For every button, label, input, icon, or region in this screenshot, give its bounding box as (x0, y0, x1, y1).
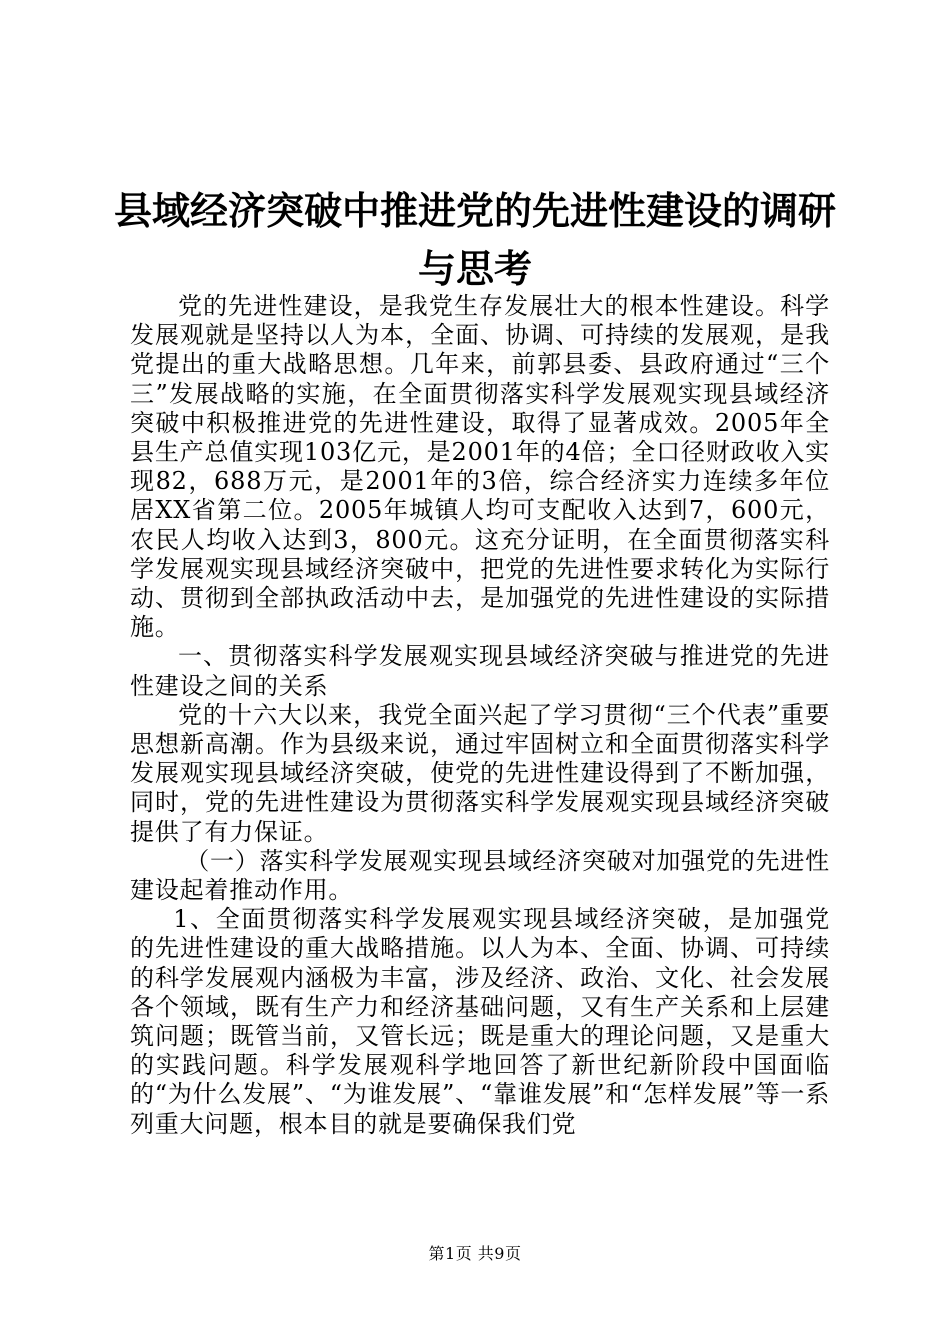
intro-paragraph: 党的先进性建设，是我党生存发展壮大的根本性建设。科学发展观就是坚持以人为本，全面、协调、可持续的发展观，是我党提出的重大战略思想。几年来，前郭县委、县政府通过“三个三”发展战略的实施，在全面贯彻落实科学发展观实现县域经济突破中积极推进党的先进性建设，取得了显著成效。2005年全县生产总值实现103亿元，是2001年的4倍；全口径财政收入实现82，688万元，是2001年的3倍，综合经济实力连续多年位居XX省第二位。2005年城镇人均可支配收入达到7，600元，农民人均收入达到3，800元。这充分证明，在全面贯彻落实科学发展观实现县域经济突破中，把党的先进性要求转化为实际行动、贯彻到全部执政活动中去，是加强党的先进性建设的实际措施。 (130, 292, 830, 642)
document-title: 县域经济突破中推进党的先进性建设的调研与思考 (113, 189, 836, 291)
page-footer: 第1页 共9页 (428, 1244, 522, 1263)
subsection-heading: （一）落实科学发展观实现县域经济突破对加强党的先进性建设起着推动作用。 (130, 846, 830, 905)
section-heading: 一、贯彻落实科学发展观实现县域经济突破与推进党的先进性建设之间的关系 (130, 642, 830, 700)
document-body (130, 292, 830, 1139)
numbered-paragraph: 1、全面贯彻落实科学发展观实现县域经济突破，是加强党的先进性建设的重大战略措施。以人为本、全面、协调、可持续的科学发展观内涵极为丰富，涉及经济、政治、文化、社会发展各个领域，既有生产力和经济基础问题，又有生产关系和上层建筑问题；既管当前，又管长远；既是重大的理论问题，又是重大的实践问题。科学发展观科学地回答了新世纪新阶段中国面临的“为什么发展”、“为谁发展”、“靠谁发展”和“怎样发展”等一系列重大问题，根本目的就是要确保我们党 (130, 905, 830, 1138)
section-paragraph: 党的十六大以来，我党全面兴起了学习贯彻“三个代表”重要思想新高潮。作为县级来说，通过牢固树立和全面贯彻落实科学发展观实现县域经济突破，使党的先进性建设得到了不断加强，同时，党的先进性建设为贯彻落实科学发展观实现县域经济突破提供了有力保证。 (130, 700, 830, 846)
